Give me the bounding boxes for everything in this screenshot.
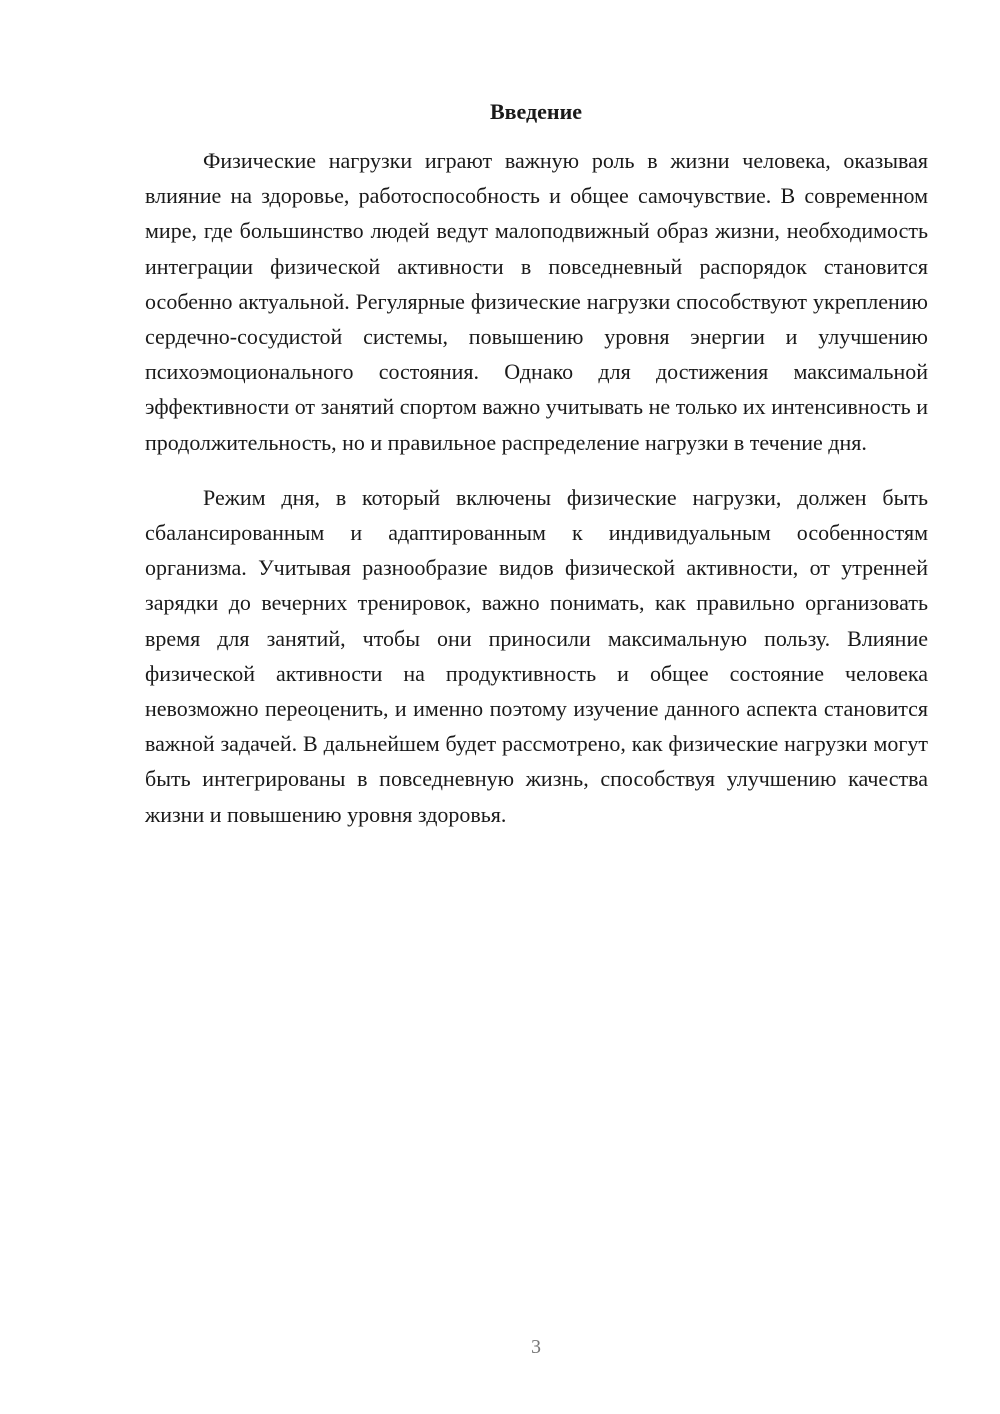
page-number: 3 [531,1336,541,1358]
paragraph-2: Режим дня, в который включены физические нагрузки, должен быть сбалансированным и адаптированным к индивидуальным особенностям организма. Учитывая разнообразие видов физической активности, от утренней зарядки до вечерних тренировок, важно понимать, как правильно организовать время для занятий, чтобы они приносили максимальную пользу. Влияние физической активности на продуктивность и общее состояние человека невозможно переоценить, и именно поэтому изучение данного аспекта становится важной задачей. В дальнейшем будет рассмотрено, как физические нагрузки могут быть интегрированы в повседневную жизнь, способствуя улучшению качества жизни и повышению уровня здоровья. [145,484,928,827]
paragraph-1: Физические нагрузки играют важную роль в жизни человека, оказывая влияние на здоровье, работоспособность и общее самочувствие. В современном мире, где большинство людей ведут малоподвижный образ жизни, необходимость интеграции физической активности в повседневный распорядок становится особенно актуальной. Регулярные физические нагрузки способствуют укреплению сердечно-сосудистой системы, повышению уровня энергии и улучшению психоэмоционального состояния. Однако для достижения максимальной эффективности от занятий спортом важно учитывать не только их интенсивность и продолжительность, но и правильное распределение нагрузки в течение дня. [145,148,928,455]
body-text [145,143,928,832]
section-heading: Введение [489,99,583,124]
